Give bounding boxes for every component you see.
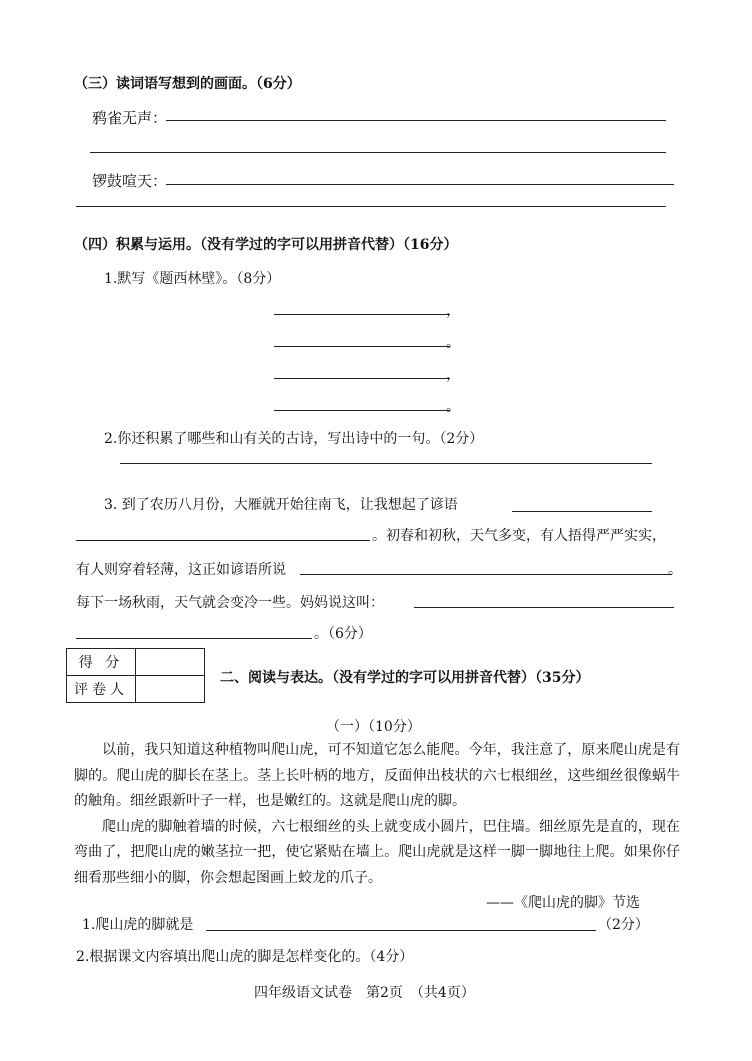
reading-question-1: 1.爬山虎的脚就是 xyxy=(82,917,194,933)
passage-source: ——《爬山虎的脚》节选 xyxy=(486,895,640,911)
answer-line[interactable] xyxy=(90,152,666,153)
reading-question-1-score: （2分） xyxy=(598,917,649,933)
reading-question-2: 2.根据课文内容填出爬山虎的脚是怎样变化的。（4分） xyxy=(76,949,414,965)
answer-line[interactable] xyxy=(300,574,672,575)
answer-line[interactable] xyxy=(76,638,312,639)
passage-paragraph-2: 爬山虎的脚触着墙的时候，六七根细丝的头上就变成小圆片，巴住墙。细丝原先是直的，现在弯曲了，把爬山虎的嫩茎拉一把，使它紧贴在墙上。爬山虎就是这样一脚一脚地往上爬。如果你仔细看那些细小的脚，你会想起图画上蛟龙的爪子。 xyxy=(74,818,680,886)
grade-box xyxy=(66,648,205,703)
score-label: 得 分 xyxy=(67,649,136,676)
question-3-line-4: 每下一场秋雨，天气就会变冷一些。妈妈说这叫： xyxy=(76,595,384,611)
page-footer: 四年级语文试卷 第2页 （共4页） xyxy=(254,985,475,1001)
grader-label: 评卷人 xyxy=(67,676,136,703)
score-cell[interactable] xyxy=(136,649,205,676)
answer-line[interactable] xyxy=(166,184,674,185)
poem-mark-4: 。 xyxy=(446,399,460,415)
poem-mark-1: ， xyxy=(446,303,460,319)
answer-line[interactable] xyxy=(512,511,652,512)
answer-line[interactable] xyxy=(76,206,666,207)
answer-line[interactable] xyxy=(206,930,596,931)
question-3-line-3: 有人则穿着轻薄，这正如谚语所说 xyxy=(76,562,286,578)
poem-line-3[interactable] xyxy=(274,378,450,379)
reading-passage xyxy=(74,738,680,891)
part-2-title: 二、阅读与表达。（没有学过的字可以用拼音代替）（35分） xyxy=(220,670,590,686)
poem-line-1[interactable] xyxy=(274,314,450,315)
poem-line-2[interactable] xyxy=(274,346,450,347)
item-label-1: 鸦雀无声： xyxy=(92,109,168,127)
period-mark: 。 xyxy=(668,562,682,578)
grader-cell[interactable] xyxy=(136,676,205,703)
poem-mark-2: 。 xyxy=(446,335,460,351)
poem-line-4[interactable] xyxy=(274,410,450,411)
question-3-line-2: 。初春和初秋，天气多变，有人捂得严严实实， xyxy=(372,528,666,544)
section-4-title: （四）积累与运用。（没有学过的字可以用拼音代替）（16分） xyxy=(74,237,458,253)
passage-heading: （一）（10分） xyxy=(326,719,421,735)
answer-line[interactable] xyxy=(120,463,652,464)
question-2: 2.你还积累了哪些和山有关的古诗，写出诗中的一句。（2分） xyxy=(104,431,484,447)
question-1: 1.默写《题西林壁》。（8分） xyxy=(104,271,281,287)
answer-line[interactable] xyxy=(414,607,674,608)
item-label-2: 锣鼓喧天： xyxy=(92,172,168,190)
question-3-line-1: 3. 到了农历八月份，大雁就开始往南飞，让我想起了谚语 xyxy=(104,497,458,513)
answer-line[interactable] xyxy=(166,120,666,121)
answer-line[interactable] xyxy=(76,540,370,541)
section-3-title: （三）读词语写想到的画面。（6分） xyxy=(74,76,301,92)
question-3-score: 。（6分） xyxy=(314,626,372,642)
passage-paragraph-1: 以前，我只知道这种植物叫爬山虎，可不知道它怎么能爬。今年，我注意了，原来爬山虎是有脚的。爬山虎的脚长在茎上。茎上长叶柄的地方，反面伸出枝状的六七根细丝，这些细丝很像蜗牛的触角。细丝跟新叶子一样，也是嫩红的。这就是爬山虎的脚。 xyxy=(74,742,680,809)
poem-mark-3: ， xyxy=(446,367,460,383)
